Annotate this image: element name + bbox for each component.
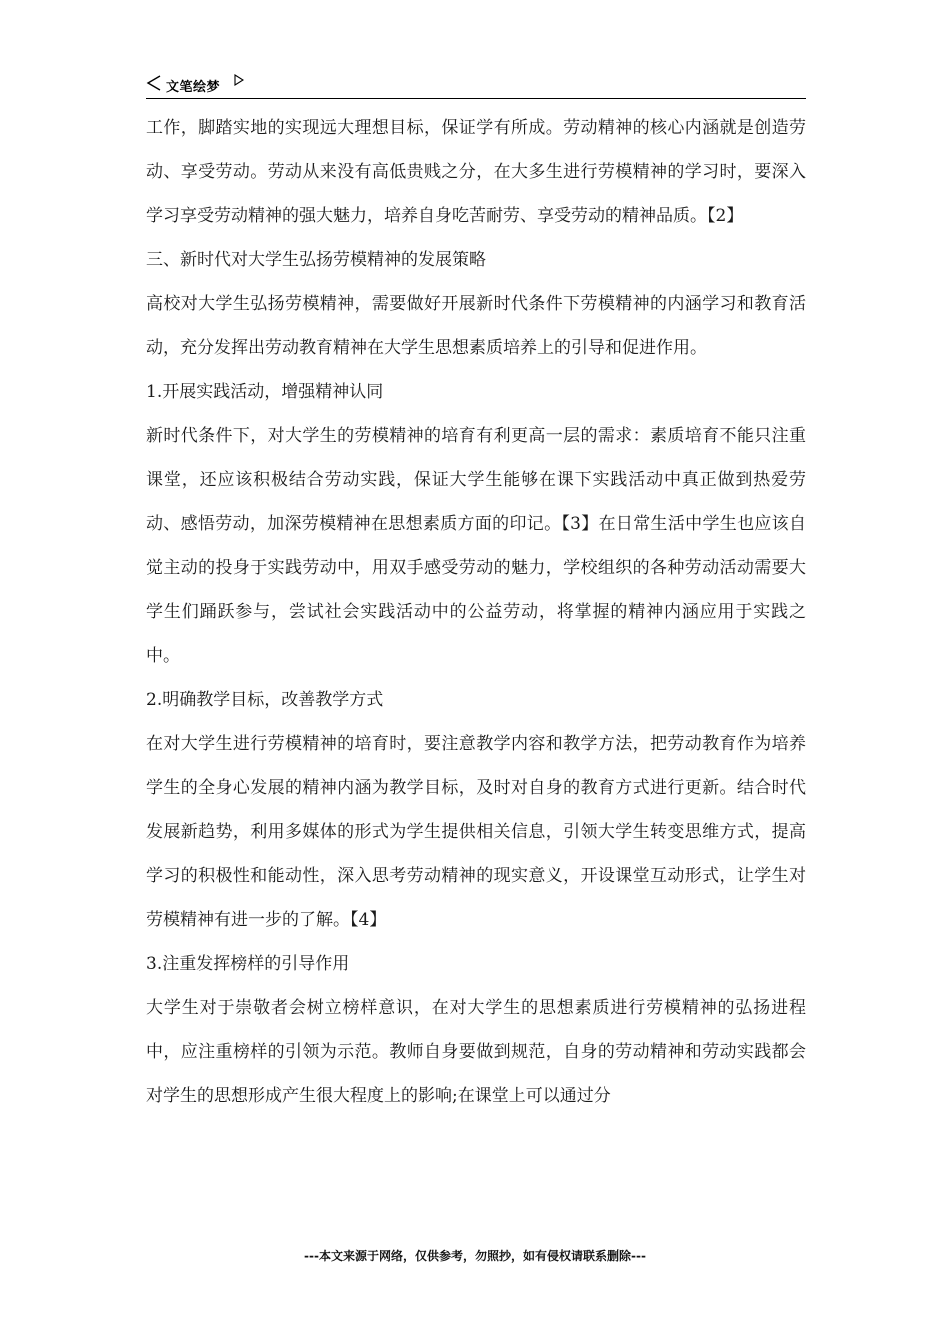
section-heading: 三、新时代对大学生弘扬劳模精神的发展策略	[146, 250, 486, 270]
subsection-heading: 1.开展实践活动，增强精神认同	[146, 382, 384, 402]
subsection-heading: 3.注重发挥榜样的引导作用	[146, 954, 350, 974]
subsection-heading: 2.明确教学目标，改善教学方式	[146, 690, 384, 710]
header-title: 文笔绘梦	[166, 80, 221, 95]
paragraph: 工作，脚踏实地的实现远大理想目标，保证学有所成。劳动精神的核心内涵就是创造劳动、享受劳动。劳动从来没有高低贵贱之分，在大多生进行劳模精神的学习时，要深入学习享受劳动精神的强大魅力，培养自身吃苦耐劳、享受劳动的精神品质。【2】	[146, 118, 806, 226]
document-body	[146, 106, 806, 1118]
triangle-left-icon	[146, 75, 162, 91]
page-header	[146, 74, 806, 99]
paragraph: 高校对大学生弘扬劳模精神，需要做好开展新时代条件下劳模精神的内涵学习和教育活动，充分发挥出劳动教育精神在大学生思想素质培养上的引导和促进作用。	[146, 294, 806, 358]
page-footer-disclaimer: ---本文来源于网络，仅供参考，勿照抄，如有侵权请联系删除---	[304, 1249, 646, 1263]
paragraph: 在对大学生进行劳模精神的培育时，要注意教学内容和教学方法，把劳动教育作为培养学生的全身心发展的精神内涵为教学目标，及时对自身的教育方式进行更新。结合时代发展新趋势，利用多媒体的形式为学生提供相关信息，引领大学生转变思维方式，提高学习的积极性和能动性，深入思考劳动精神的现实意义，开设课堂互动形式，让学生对劳模精神有进一步的了解。【4】	[146, 734, 806, 930]
paragraph: 新时代条件下，对大学生的劳模精神的培育有利更高一层的需求：素质培育不能只注重课堂，还应该积极结合劳动实践，保证大学生能够在课下实践活动中真正做到热爱劳动、感悟劳动，加深劳模精神在思想素质方面的印记。【3】在日常生活中学生也应该自觉主动的投身于实践劳动中，用双手感受劳动的魅力，学校组织的各种劳动活动需要大学生们踊跃参与，尝试社会实践活动中的公益劳动，将掌握的精神内涵应用于实践之中。	[146, 426, 806, 666]
triangle-right-icon	[234, 74, 244, 86]
paragraph: 大学生对于崇敬者会树立榜样意识，在对大学生的思想素质进行劳模精神的弘扬进程中，应注重榜样的引领为示范。教师自身要做到规范，自身的劳动精神和劳动实践都会对学生的思想形成产生很大程度上的影响;在课堂上可以通过分	[146, 998, 806, 1106]
